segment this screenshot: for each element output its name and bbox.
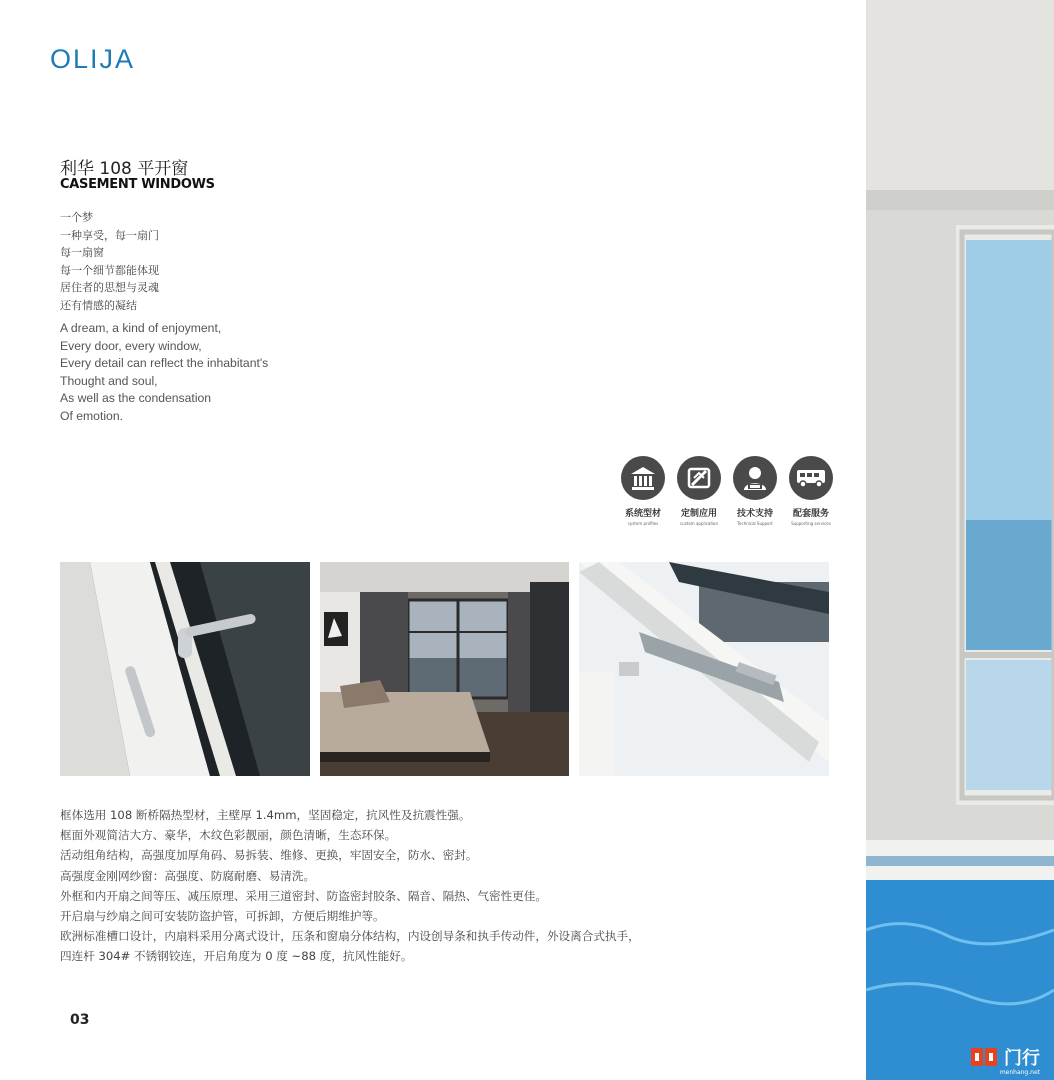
poem-en <box>60 320 268 425</box>
service-label-en: Technical Support <box>737 521 773 526</box>
poem-en-line: Thought and soul, <box>60 373 158 388</box>
support-icon <box>733 456 777 500</box>
service-item <box>676 456 722 526</box>
description-line: 外框和内开扇之间等压、减压原理、采用三道密封、防盗密封胶条、隔音、隔热、气密性更佳。 <box>60 888 547 903</box>
description-line: 四连杆 304# 不锈钢铰连，开启角度为 0 度 ~88 度，抗风性能好。 <box>60 949 413 964</box>
page-number: 03 <box>70 1012 90 1028</box>
service-item <box>620 456 666 526</box>
product-description <box>60 805 640 967</box>
poem-en-line: A dream, a kind of enjoyment, <box>60 321 222 335</box>
poem-cn-line: 居住者的思想与灵魂 <box>60 281 159 295</box>
description-line: 开启扇与纱扇之间可安装防盗护管，可拆卸，方便后期维护等。 <box>60 909 385 924</box>
poem-en-line: Every door, every window, <box>60 338 202 353</box>
poem-en-line: Every detail can reflect the inhabitant's <box>60 356 269 370</box>
description-line: 框体选用 108 断桥隔热型材，主壁厚 1.4mm，坚固稳定，抗风性及抗震性强。 <box>60 808 471 822</box>
poem-cn <box>60 209 159 315</box>
custom-icon <box>677 456 721 500</box>
poem-cn-line: 一种享受，每一扇门 <box>60 228 159 242</box>
service-label-en: Supporting services <box>791 521 831 526</box>
service-item <box>788 456 834 526</box>
page-title-cn: 利华 108 平开窗 <box>60 159 189 179</box>
page-title-en: CASEMENT WINDOWS <box>60 177 215 192</box>
photo-window-seaview <box>866 0 1054 1080</box>
service-label-en: system profiles <box>627 521 659 526</box>
poem-cn-line: 还有情感的凝结 <box>60 298 137 312</box>
service-label-cn: 技术支持 <box>736 509 773 519</box>
watermark-text: 门行 <box>1004 1048 1040 1069</box>
brand-logo: OLIJA <box>50 44 136 74</box>
watermark-url: menhang.net <box>999 1069 1040 1076</box>
poem-cn-line: 一个梦 <box>60 211 93 224</box>
watermark <box>970 1044 1040 1076</box>
description-line: 活动组角结构，高强度加厚角码、易拆装、维修、更换，牢固安全，防水、密封。 <box>60 848 478 863</box>
bus-icon <box>789 456 833 500</box>
description-line: 框面外观简洁大方、豪华，木纹色彩靓丽，颜色清晰，生态环保。 <box>60 828 397 843</box>
description-line: 高强度金刚网纱窗：高强度、防腐耐磨、易清洗。 <box>60 868 316 883</box>
photo-window-handle <box>60 562 310 776</box>
service-label-cn: 系统型材 <box>624 509 661 519</box>
photo-window-hinge <box>579 562 829 776</box>
photo-bedroom <box>320 562 569 776</box>
description-line: 欧洲标准槽口设计，内扇料采用分离式设计，压条和窗扇分体结构，内设创导条和执手传动件，外设离合式执手， <box>60 929 640 944</box>
poem-cn-line: 每一扇窗 <box>60 246 104 260</box>
watermark-logo-icon <box>970 1046 1000 1068</box>
poem-en-line: As well as the condensation <box>60 391 212 405</box>
poem-cn-line: 每一个细节都能体现 <box>60 263 159 277</box>
poem-en-line: Of emotion. <box>60 408 123 423</box>
service-label-cn: 配套服务 <box>792 509 829 519</box>
service-icons <box>620 456 834 526</box>
service-label-cn: 定制应用 <box>680 509 717 519</box>
building-icon <box>621 456 665 500</box>
service-item <box>732 456 778 526</box>
service-label-en: custom application <box>679 521 719 526</box>
